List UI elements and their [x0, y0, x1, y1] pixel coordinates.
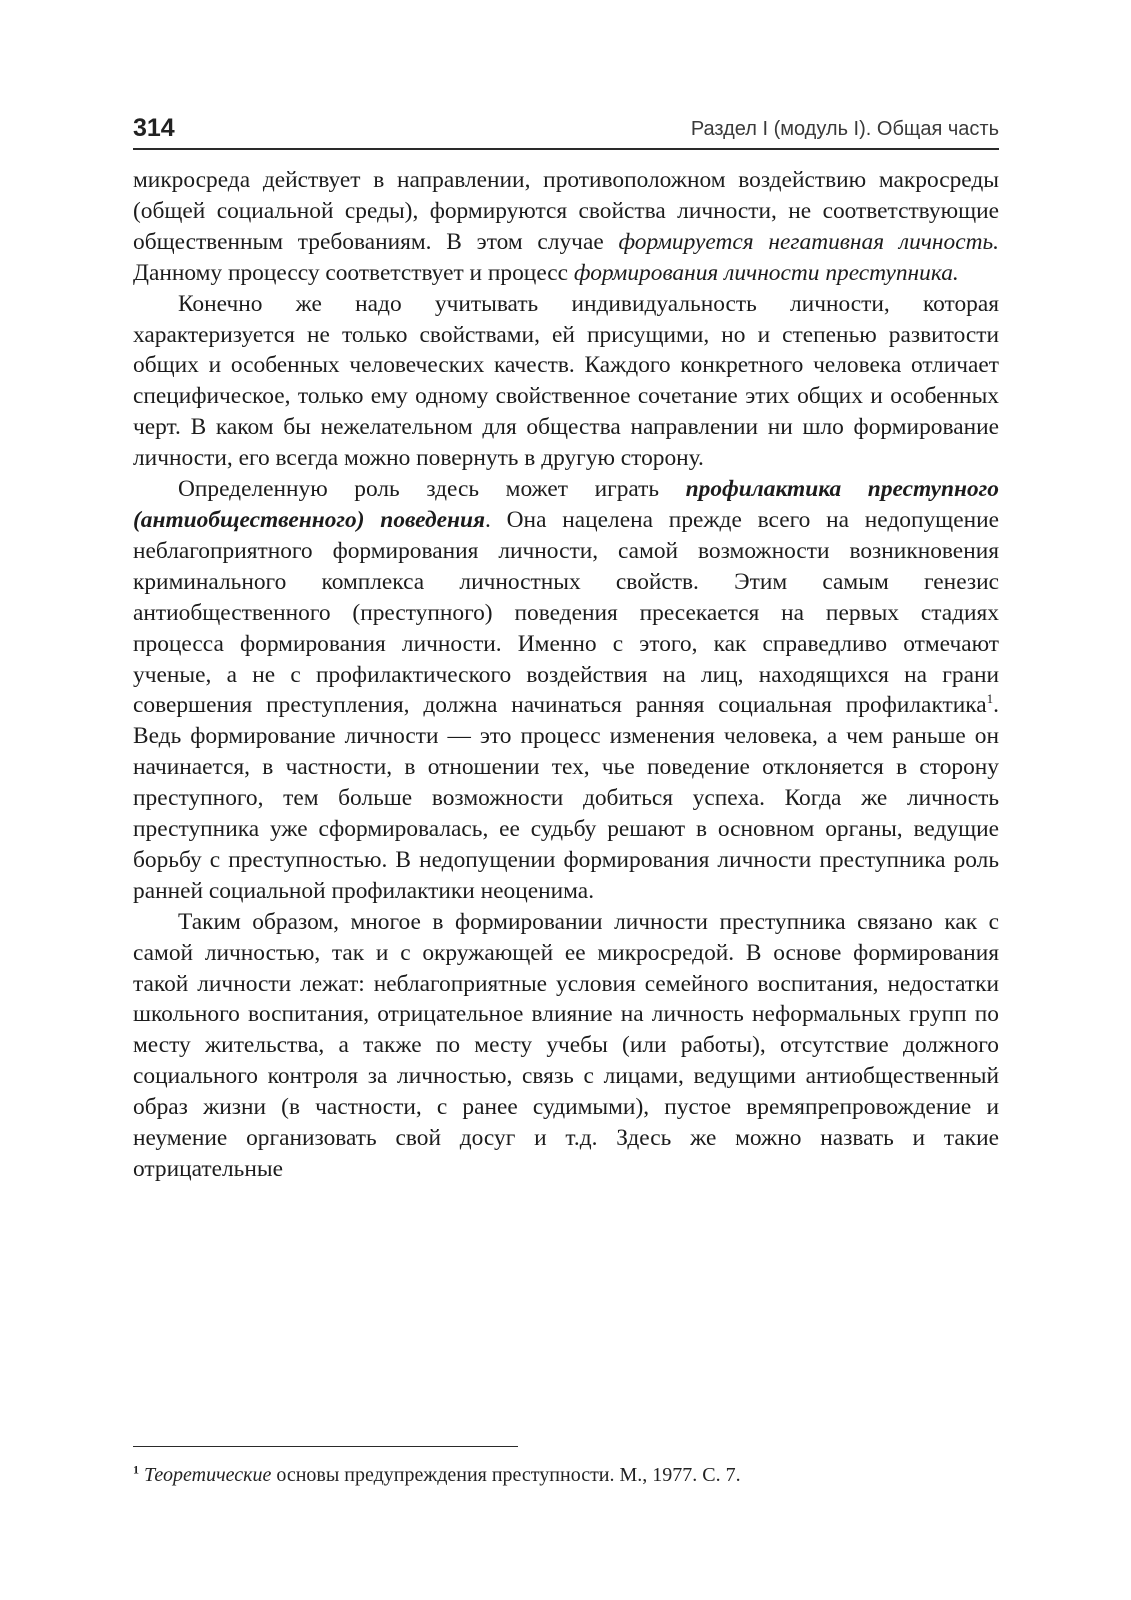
paragraph-2-text: Конечно же надо учитывать индивидуальность личности, которая характеризуется не только свойствами, ей присущими, но и степенью развитости общих и особенных человеческих качеств. Каждого конкретного человека отличает специфическое, только ему одному свойственное сочетание этих общих и особенных черт. В каком бы нежелательном для общества направлении ни шло формирование личности, его всегда можно повернуть в другую сторону. — [133, 290, 999, 472]
paragraph-1-text-a: микросреда действует в направлении, противоположном воздействию макросреды (общей социальной среды), формируются свойства личности, не соответствующие общественным требованиям. В этом случае — [133, 167, 999, 255]
paragraph-3-text-b: . Она нацелена прежде всего на недопущение неблагоприятного формирования личности, самой возможности возникновения криминального комплекса личностных свойств. Этим самым генезис антиобщественного (преступного) поведения пресекается на первых стадиях процесса формирования личности. Именно с этого, как справедливо отмечают ученые, а не с профилактического воздействия на лиц, находящихся на грани совершения преступления, должна начинаться ранняя социальная профилактика — [133, 506, 999, 719]
paragraph-3 — [133, 474, 999, 907]
paragraph-4-text: Таким образом, многое в формировании личности преступника связано как с самой личностью, так и с окружающей ее микросредой. В основе формирования такой личности лежат: неблагоприятные условия семейного воспитания, недостатки школьного воспитания, отрицательное влияние на личность неформальных групп по месту жительства, а также по месту учебы (или работы), отсутствие должного социального контроля за личностью, связь с лицами, ведущими антиобщественный образ жизни (в частности, с ранее судимыми), пустое времяпрепровождение и неумение организовать свой досуг и т.д. Здесь же можно назвать и такие отрицательные — [133, 908, 999, 1182]
paragraph-2 — [133, 289, 999, 474]
page-number: 314 — [133, 114, 175, 142]
paragraph-4 — [133, 907, 999, 1185]
footnote — [133, 1462, 999, 1488]
paragraph-1-text-b: Данному процессу соответствует и процесс — [133, 259, 574, 286]
page-header — [133, 112, 999, 150]
running-head: Раздел I (модуль I). Общая часть — [690, 118, 999, 140]
paragraph-1 — [133, 165, 999, 289]
body-text — [133, 165, 999, 1185]
footnote-reference[interactable]: 1 — [986, 691, 994, 707]
footnote-text: основы предупреждения преступности. М., 1977. С. 7. — [271, 1464, 741, 1486]
footnote-divider — [133, 1446, 518, 1447]
emphasis-crime-prevention: профилактика преступного (антиобщественного) поведения — [133, 476, 999, 533]
emphasis-negative-personality: формируется негативная личность. — [618, 228, 999, 255]
emphasis-criminal-personality: формирования личности преступника. — [573, 259, 959, 286]
footnote-marker: 1 — [133, 1462, 139, 1477]
paragraph-3-text-a: Определенную роль здесь может играть — [178, 476, 686, 503]
footnote-italic: Теоретические — [144, 1464, 272, 1486]
paragraph-3-text-c: . Ведь формирование личности — это процесс изменения человека, а чем раньше он начинается, в частности, в отношении тех, чье поведение отклоняется в сторону преступного, тем больше возможности добиться успеха. Когда же личность преступника уже сформировалась, ее судьбу решают в основном органы, ведущие борьбу с преступностью. В недопущении формирования личности преступника роль ранней социальной профилактики неоценима. — [133, 692, 999, 904]
